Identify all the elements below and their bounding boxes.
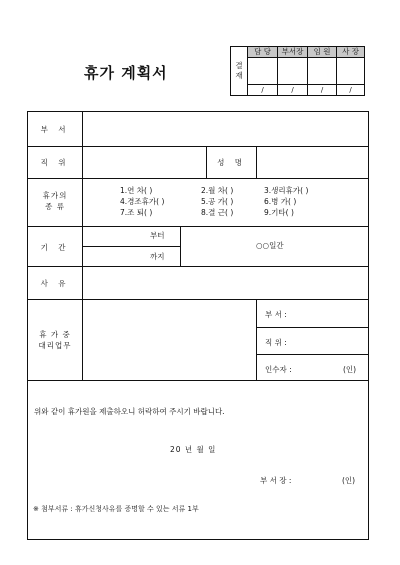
position-field[interactable] bbox=[84, 148, 204, 177]
approval-divider bbox=[336, 47, 337, 95]
deputy-divider bbox=[256, 327, 368, 328]
period-divider-v bbox=[180, 226, 181, 266]
period-to-label: 까지 bbox=[150, 252, 165, 261]
name-label: 성 명 bbox=[217, 158, 246, 167]
period-from-label: 부터 bbox=[150, 231, 165, 240]
leave-type-option[interactable]: 5.공 가( ) bbox=[201, 197, 234, 206]
row-divider bbox=[28, 226, 368, 227]
deputy-position-label: 직 위 : bbox=[265, 338, 287, 347]
approval-date-dept-head: / bbox=[291, 86, 294, 94]
dept-field[interactable] bbox=[84, 114, 366, 145]
statement-text: 위와 같이 휴가원을 제출하오니 허락하여 주시기 바랍니다. bbox=[34, 407, 225, 416]
name-divider bbox=[256, 146, 257, 178]
period-divider bbox=[83, 246, 180, 247]
leave-type-option[interactable]: 2.월 차( ) bbox=[201, 186, 234, 195]
deputy-seal: (인) bbox=[343, 365, 357, 374]
leave-type-option[interactable]: 9.기타( ) bbox=[264, 208, 294, 217]
approval-sign-president[interactable] bbox=[337, 58, 364, 85]
approval-side-label: 결 재 bbox=[231, 47, 248, 95]
approval-header-executive: 임 원 bbox=[308, 47, 336, 58]
leave-type-option[interactable]: 1.연 차( ) bbox=[120, 186, 153, 195]
period-label: 기 간 bbox=[40, 243, 70, 252]
row-divider bbox=[28, 299, 368, 300]
approval-divider bbox=[307, 47, 308, 95]
row-divider bbox=[28, 266, 368, 267]
leave-type-option[interactable]: 3.생리휴가( ) bbox=[264, 186, 309, 195]
approval-sign-executive[interactable] bbox=[308, 58, 336, 85]
deputy-label: 휴 가 중 대리업무 bbox=[38, 330, 72, 350]
approval-date-president: / bbox=[349, 86, 352, 94]
approval-header-president: 사 장 bbox=[337, 47, 364, 58]
approval-header-staff: 담 당 bbox=[248, 47, 277, 58]
leave-type-option[interactable]: 6.병 가( ) bbox=[264, 197, 297, 206]
name-field[interactable] bbox=[258, 148, 366, 177]
label-column-divider bbox=[82, 112, 83, 380]
leave-type-option[interactable]: 8.결 근( ) bbox=[201, 208, 234, 217]
leave-type-label: 휴가의 종 류 bbox=[42, 191, 68, 211]
reason-field[interactable] bbox=[84, 268, 366, 298]
row-divider bbox=[28, 380, 368, 381]
dept-label: 부 서 bbox=[40, 125, 70, 134]
leave-type-option[interactable]: 4.경조휴가( ) bbox=[120, 197, 165, 206]
position-label: 직 위 bbox=[40, 158, 70, 167]
signer-label: 부 서 장 : bbox=[260, 476, 292, 485]
leave-type-option[interactable]: 7.조 퇴( ) bbox=[120, 208, 153, 217]
signer-seal: (인) bbox=[342, 476, 356, 485]
deputy-divider bbox=[256, 354, 368, 355]
row-divider bbox=[28, 146, 368, 147]
approval-header-dept-head: 부서장 bbox=[278, 47, 307, 58]
period-days: ○○일간 bbox=[256, 241, 284, 250]
deputy-dept-label: 부 서 : bbox=[265, 310, 287, 319]
page-title: 휴가 계획서 bbox=[84, 64, 168, 82]
approval-sign-staff[interactable] bbox=[248, 58, 277, 85]
reason-label: 사 유 bbox=[40, 279, 70, 288]
approval-date-staff: / bbox=[261, 86, 264, 94]
leave-form bbox=[27, 111, 369, 540]
approval-divider bbox=[277, 47, 278, 95]
deputy-divider-v bbox=[256, 299, 257, 380]
approval-date-executive: / bbox=[320, 86, 324, 94]
deputy-duties-field[interactable] bbox=[84, 301, 255, 379]
approval-box bbox=[230, 46, 365, 96]
date-line: 20 년 월 일 bbox=[170, 445, 217, 454]
approval-sign-dept-head[interactable] bbox=[278, 58, 307, 85]
attachment-note: ※ 첨부서류 : 휴가신청사유를 증명할 수 있는 서류 1부 bbox=[33, 505, 199, 513]
deputy-handover-label: 인수자 : bbox=[265, 365, 292, 374]
row-divider bbox=[28, 178, 368, 179]
